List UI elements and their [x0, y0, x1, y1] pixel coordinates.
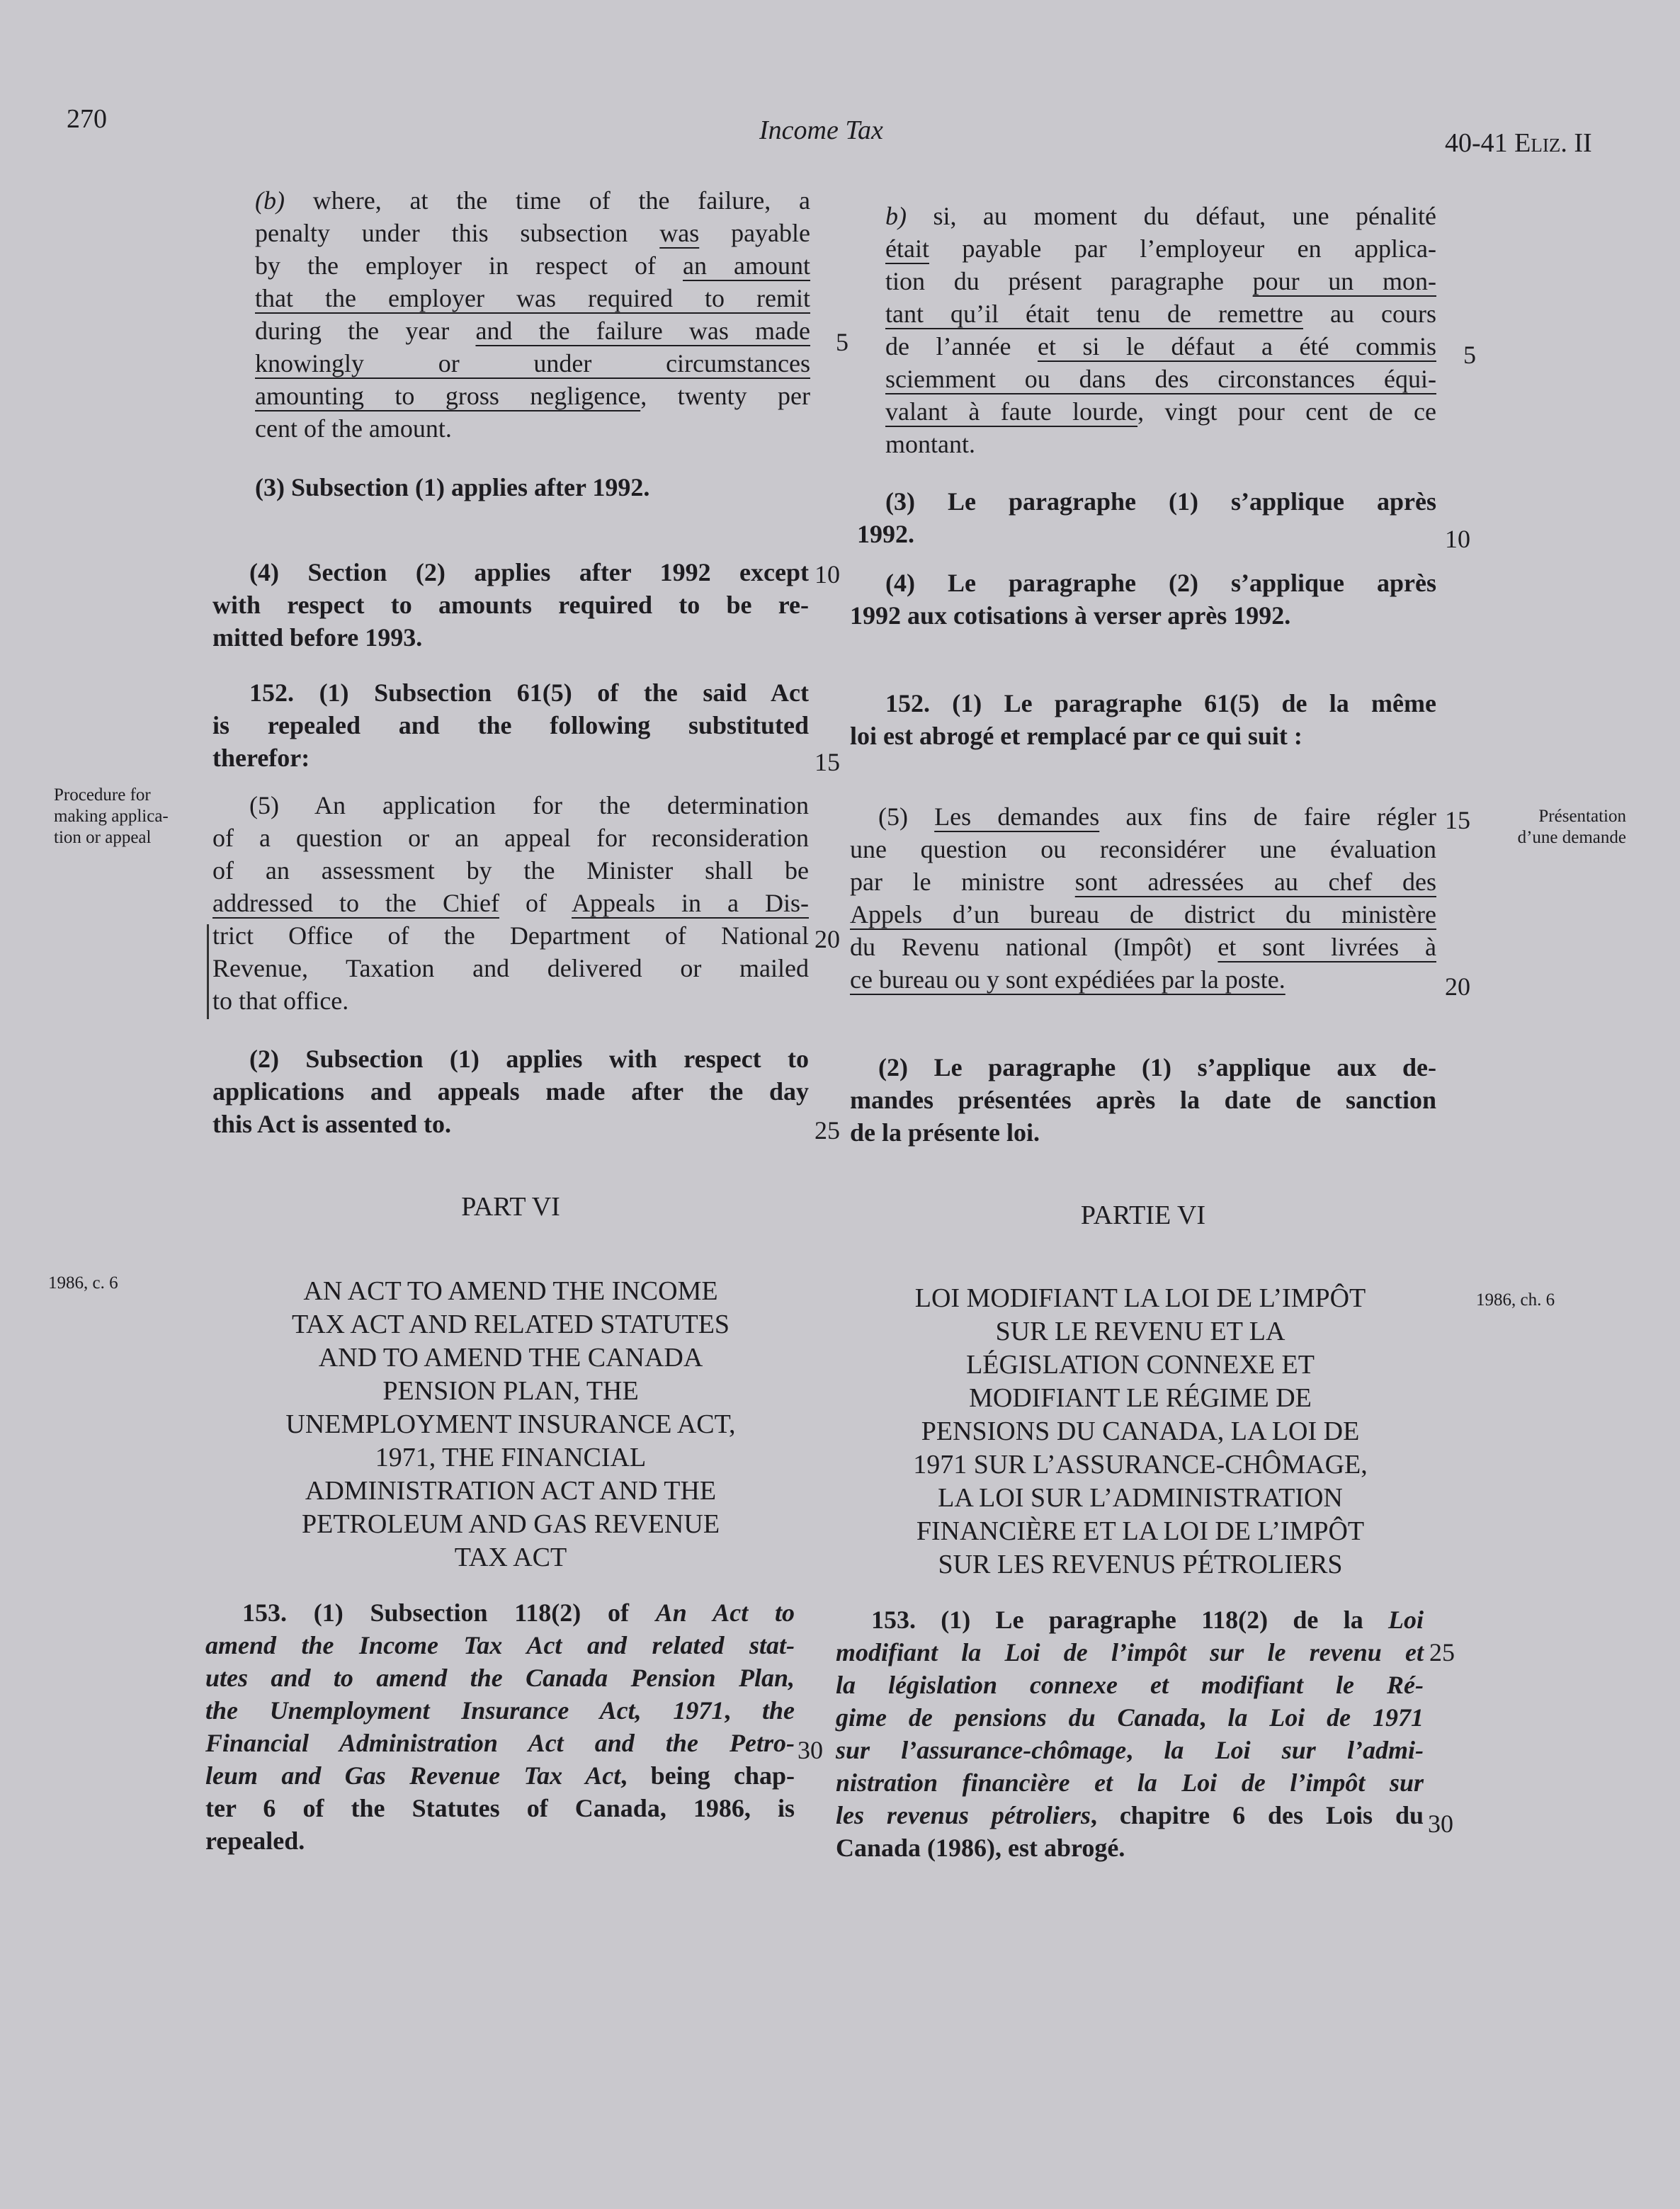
fr-title-line: PENSIONS DU CANADA, LA LOI DE: [921, 1416, 1360, 1446]
en-s5-line: of an assessment by the Minister shall be: [212, 856, 809, 885]
fr-paragraph-b: b) si, au moment du défaut, une pénalité était payable par l’employeur en applica- tion du présent paragraphe pour un mon- tant qu’il était tenu de remettre au cours de l’année et si le défaut a été commis sciemment ou dans des circonstances équi- valant à faute lourde, vingt pour cent de ce montant.: [885, 200, 1436, 460]
fr-title-line: LÉGISLATION CONNEXE ET: [966, 1350, 1315, 1380]
en-title-line: AND TO AMEND THE CANADA: [318, 1343, 703, 1373]
line-number: 10: [1445, 525, 1470, 553]
running-title: Income Tax: [759, 115, 883, 145]
en-s4-line: mitted before 1993.: [212, 623, 423, 652]
en-title-line: 1971, THE FINANCIAL: [375, 1443, 647, 1472]
en-s5-line: trict Office of the Department of National: [212, 921, 809, 950]
line-number: 10: [815, 560, 840, 589]
fr-margin-note-presentation: [1485, 806, 1626, 848]
fr-subsection-3: [857, 485, 1436, 550]
en-s153-line: amend the Income Tax Act and related stat-: [205, 1631, 795, 1659]
fr-subsection-5: (5) Les demandes aux fins de faire régler une question ou reconsidérer une évaluation par le ministre sont adressées au chef des Appels d’un bureau de district du ministère du Revenu national (Impôt) et sont livrées à ce bureau ou y sont expédiées par la poste.: [850, 800, 1436, 996]
fr-section-152-2: [850, 1051, 1436, 1149]
line-number: 25: [1429, 1638, 1455, 1666]
regnal-year: 40-41 Eliz. II: [1445, 128, 1592, 158]
en-s5-line: to that office.: [212, 987, 349, 1015]
fr-subsection-4: [850, 567, 1436, 632]
en-subsection-4: [212, 556, 809, 654]
en-s152-line: 152. (1) Subsection 61(5) of the said Act: [249, 678, 809, 707]
fr-s153-line: Canada (1986), est abrogé.: [836, 1834, 1125, 1862]
line-number: 20: [815, 925, 840, 953]
en-title-line: ADMINISTRATION ACT AND THE: [305, 1476, 717, 1506]
fr-act-title: [843, 1282, 1438, 1581]
line-number: 20: [1445, 972, 1470, 1001]
en-act-title: [212, 1275, 809, 1574]
en-s153-line: utes and to amend the Canada Pension Plan,: [205, 1664, 795, 1692]
fr-title-line: SUR LE REVENU ET LA: [995, 1317, 1285, 1346]
margin-note-line: tion or appeal: [54, 828, 152, 847]
en-title-line: TAX ACT AND RELATED STATUTES: [291, 1310, 730, 1339]
fr-title-line: 1971 SUR L’ASSURANCE-CHÔMAGE,: [913, 1450, 1368, 1480]
fr-title-line: LA LOI SUR L’ADMINISTRATION: [938, 1483, 1343, 1513]
line-number: 30: [1428, 1810, 1453, 1838]
en-section-153: 153. (1) Subsection 118(2) of An Act to amend the Income Tax Act and related stat- utes and to amend the Canada Pension Plan, the Unemployment Insurance Act, 1971, the Financial Administration Act and the Petro- leum and Gas Revenue Tax Act, being chap- ter 6 of the Statutes of Canada, 1986, is repealed.: [205, 1596, 795, 1857]
fr-section-152: [850, 687, 1436, 752]
en-section-152-2: [212, 1043, 809, 1140]
margin-note-line: making applica-: [54, 807, 169, 826]
en-part-heading: PART VI: [461, 1192, 560, 1222]
en-title-line: PENSION PLAN, THE: [382, 1376, 639, 1406]
fr-s153-line: modifiant la Loi de l’impôt sur le revenu et: [836, 1638, 1424, 1666]
line-number: 15: [815, 748, 840, 776]
revision-bar: [207, 924, 209, 1019]
en-section-152: [212, 676, 809, 774]
en-s152-2-line: this Act is assented to.: [212, 1110, 452, 1138]
fr-s153-line: la législation connexe et modifiant le Ré-: [836, 1671, 1424, 1699]
fr-title-line: SUR LES REVENUS PÉTROLIERS: [938, 1550, 1343, 1579]
en-title-line: UNEMPLOYMENT INSURANCE ACT,: [285, 1409, 736, 1439]
en-title-line: AN ACT TO AMEND THE INCOME: [303, 1276, 718, 1306]
en-paragraph-b: (b) where, at the time of the failure, a penalty under this subsection was payable by the employer in respect of an amount that the employer was required to remit during the year and the failure was made knowingly or under circumstances amounting to gross negligence, twenty per cent of the amount.: [255, 184, 810, 445]
en-s152-2-line: applications and appeals made after the day: [212, 1077, 809, 1106]
en-subsection-5: (5) An application for the determination of a question or an appeal for reconsideration of an assessment by the Minister shall be addressed to the Chief of Appeals in a Dis- trict Office of the Department of National Revenue, Taxation and delivered or mailed to that office.: [212, 789, 809, 1017]
margin-note-line: d’une demande: [1517, 828, 1626, 847]
en-s153-line: ter 6 of the Statutes of Canada, 1986, is: [205, 1794, 795, 1822]
en-s5-line: Revenue, Taxation and delivered or mailed: [212, 954, 809, 982]
en-subsection-3: (3) Subsection (1) applies after 1992.: [255, 473, 650, 501]
fr-b-last-line: montant.: [885, 430, 975, 458]
fr-s4-line: 1992 aux cotisations à verser après 1992.: [850, 601, 1291, 630]
line-number: 5: [1463, 341, 1476, 369]
en-title-line: PETROLEUM AND GAS REVENUE: [301, 1509, 720, 1539]
page-number: 270: [67, 104, 107, 134]
en-b-last-line: cent of the amount.: [255, 414, 452, 443]
fr-s4-line: (4) Le paragraphe (2) s’applique après: [885, 569, 1436, 597]
en-s153-line: repealed.: [205, 1827, 305, 1855]
en-s4-line: with respect to amounts required to be re-: [212, 591, 809, 619]
en-s152-2-line: (2) Subsection (1) applies with respect to: [249, 1045, 809, 1073]
fr-s3-line: 1992.: [857, 520, 914, 548]
line-number: 30: [798, 1736, 823, 1764]
en-s153-line: Financial Administration Act and the Petro-: [205, 1729, 795, 1757]
en-title-line: TAX ACT: [454, 1543, 567, 1572]
fr-s152-line: loi est abrogé et remplacé par ce qui suit :: [850, 722, 1302, 750]
en-s152-line: therefor:: [212, 744, 310, 772]
fr-margin-citation: 1986, ch. 6: [1476, 1290, 1555, 1310]
en-s152-line: is repealed and the following substituted: [212, 711, 809, 739]
fr-s152-line: 152. (1) Le paragraphe 61(5) de la même: [885, 689, 1436, 717]
fr-s5-line: ce bureau ou y sont expédiées par la poste.: [850, 965, 1285, 994]
en-s4-line: (4) Section (2) applies after 1992 except: [249, 558, 809, 586]
fr-s153-line: nistration financière et la Loi de l’impôt sur: [836, 1768, 1424, 1797]
en-margin-citation: 1986, c. 6: [48, 1273, 118, 1293]
fr-s152-2-line: mandes présentées après la date de sanction: [850, 1086, 1436, 1114]
margin-note-line: Présentation: [1538, 807, 1626, 826]
fr-s5-line: Appels d’un bureau de district du ministère: [850, 900, 1436, 929]
fr-title-line: FINANCIÈRE ET LA LOI DE L’IMPÔT: [916, 1516, 1365, 1546]
margin-note-line: Procedure for: [54, 785, 151, 805]
fr-s152-2-line: de la présente loi.: [850, 1118, 1040, 1147]
line-number: 25: [815, 1116, 840, 1145]
fr-part-heading: PARTIE VI: [1080, 1200, 1206, 1230]
line-number: 15: [1445, 806, 1470, 834]
en-margin-note-procedure: [54, 785, 169, 848]
fr-s3-line: (3) Le paragraphe (1) s’applique après: [885, 487, 1436, 516]
fr-s5-line: une question ou reconsidérer une évaluation: [850, 835, 1436, 863]
line-number: 5: [836, 328, 848, 356]
fr-s152-2-line: (2) Le paragraphe (1) s’applique aux de-: [878, 1053, 1436, 1081]
en-s5-line: (5) An application for the determination: [249, 791, 809, 819]
fr-title-line: LOI MODIFIANT LA LOI DE L’IMPÔT: [914, 1283, 1366, 1313]
fr-title-line: MODIFIANT LE RÉGIME DE: [969, 1383, 1312, 1413]
en-s5-line: of a question or an appeal for reconsideration: [212, 824, 809, 852]
fr-section-153: 153. (1) Le paragraphe 118(2) de la Loi modifiant la Loi de l’impôt sur le revenu et la législation connexe et modifiant le Ré- gime de pensions du Canada, la Loi de 1971 sur l’assurance-chômage, la Loi sur l’admi- nistration financière et la Loi de l’impôt sur les revenus pétroliers, chapitre 6 des Lois du Canada (1986), est abrogé.: [836, 1603, 1424, 1864]
